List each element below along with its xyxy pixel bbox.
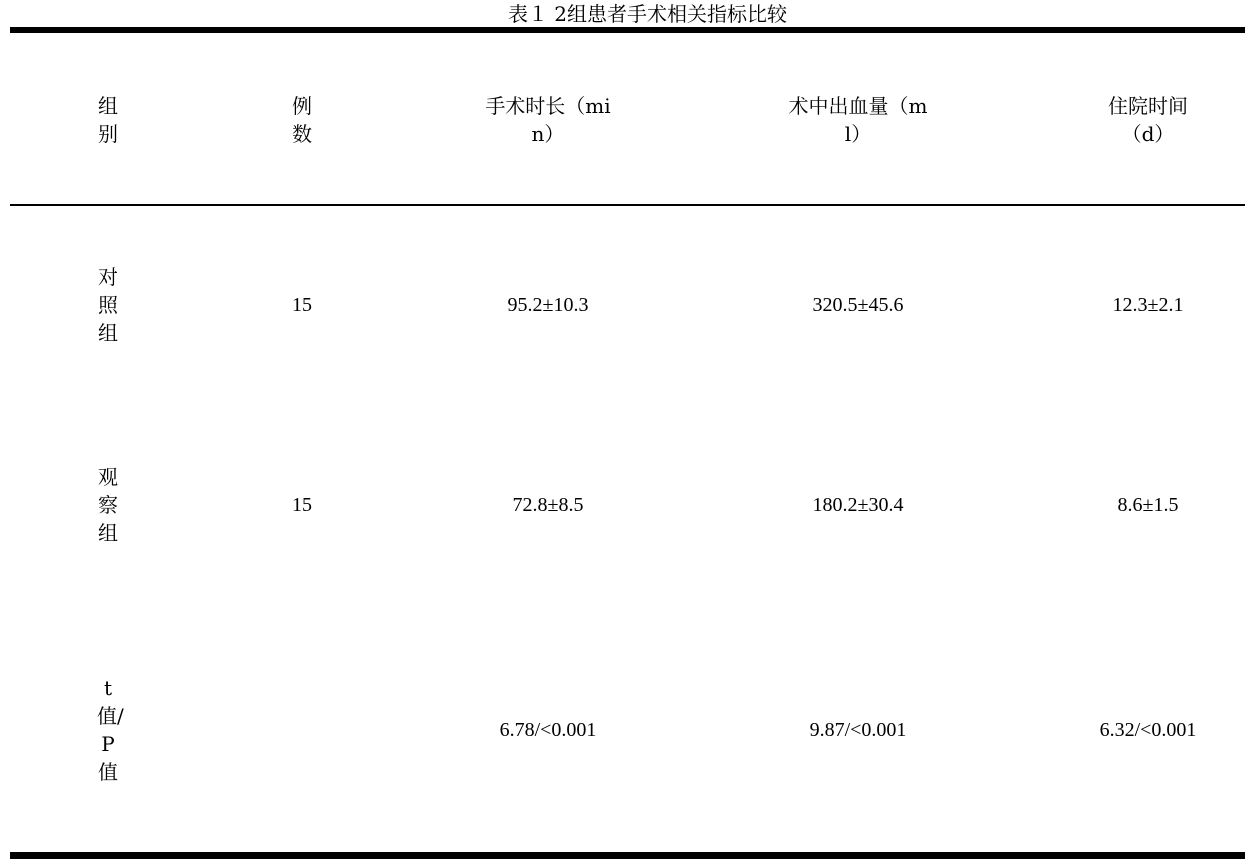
row-stay bbox=[1088, 630, 1208, 830]
row-blood-loss bbox=[778, 435, 938, 575]
table-row bbox=[68, 435, 148, 575]
header-duration-label: 手术时长（min） bbox=[485, 94, 611, 146]
row-duration-value: 95.2±10.3 bbox=[507, 294, 589, 316]
row-group: 观察组 bbox=[98, 465, 118, 545]
header-cases bbox=[262, 50, 342, 190]
table-caption: 表１ 2组患者手术相关指标比较 bbox=[507, 2, 788, 26]
row-blood-loss bbox=[778, 630, 938, 830]
row-duration bbox=[468, 630, 628, 830]
top-rule bbox=[10, 27, 1245, 33]
row-stay-value: 6.32/<0.001 bbox=[1099, 719, 1197, 741]
row-duration-value: 72.8±8.5 bbox=[512, 494, 584, 516]
row-blood-loss bbox=[778, 235, 938, 375]
row-cases-value: 15 bbox=[292, 494, 312, 516]
table-row bbox=[68, 235, 148, 375]
row-group: 对照组 bbox=[98, 265, 118, 345]
row-duration-value: 6.78/<0.001 bbox=[499, 719, 597, 741]
row-duration bbox=[468, 235, 628, 375]
row-blood-loss-value: 320.5±45.6 bbox=[812, 294, 904, 316]
header-stay bbox=[1088, 50, 1208, 190]
row-cases bbox=[262, 630, 342, 830]
header-cases-label: 例数 bbox=[292, 94, 312, 146]
header-blood-loss bbox=[778, 50, 938, 190]
bottom-rule bbox=[10, 852, 1245, 859]
header-stay-label: 住院时间（d） bbox=[1108, 94, 1188, 146]
row-cases bbox=[262, 235, 342, 375]
row-cases-value: 15 bbox=[292, 294, 312, 316]
header-group-label: 组别 bbox=[98, 94, 118, 146]
header-duration bbox=[468, 50, 628, 190]
row-blood-loss-value: 9.87/<0.001 bbox=[809, 719, 907, 741]
row-group: t值/P值 bbox=[97, 676, 124, 784]
header-group bbox=[68, 50, 148, 190]
row-stay-value: 8.6±1.5 bbox=[1117, 494, 1179, 516]
header-blood-loss-label: 术中出血量（ml） bbox=[788, 94, 928, 146]
row-blood-loss-value: 180.2±30.4 bbox=[812, 494, 904, 516]
row-stay bbox=[1088, 435, 1208, 575]
row-stay bbox=[1088, 235, 1208, 375]
table-row bbox=[68, 630, 148, 830]
row-stay-value: 12.3±2.1 bbox=[1112, 294, 1184, 316]
header-rule bbox=[10, 204, 1245, 206]
row-duration bbox=[468, 435, 628, 575]
row-cases bbox=[262, 435, 342, 575]
